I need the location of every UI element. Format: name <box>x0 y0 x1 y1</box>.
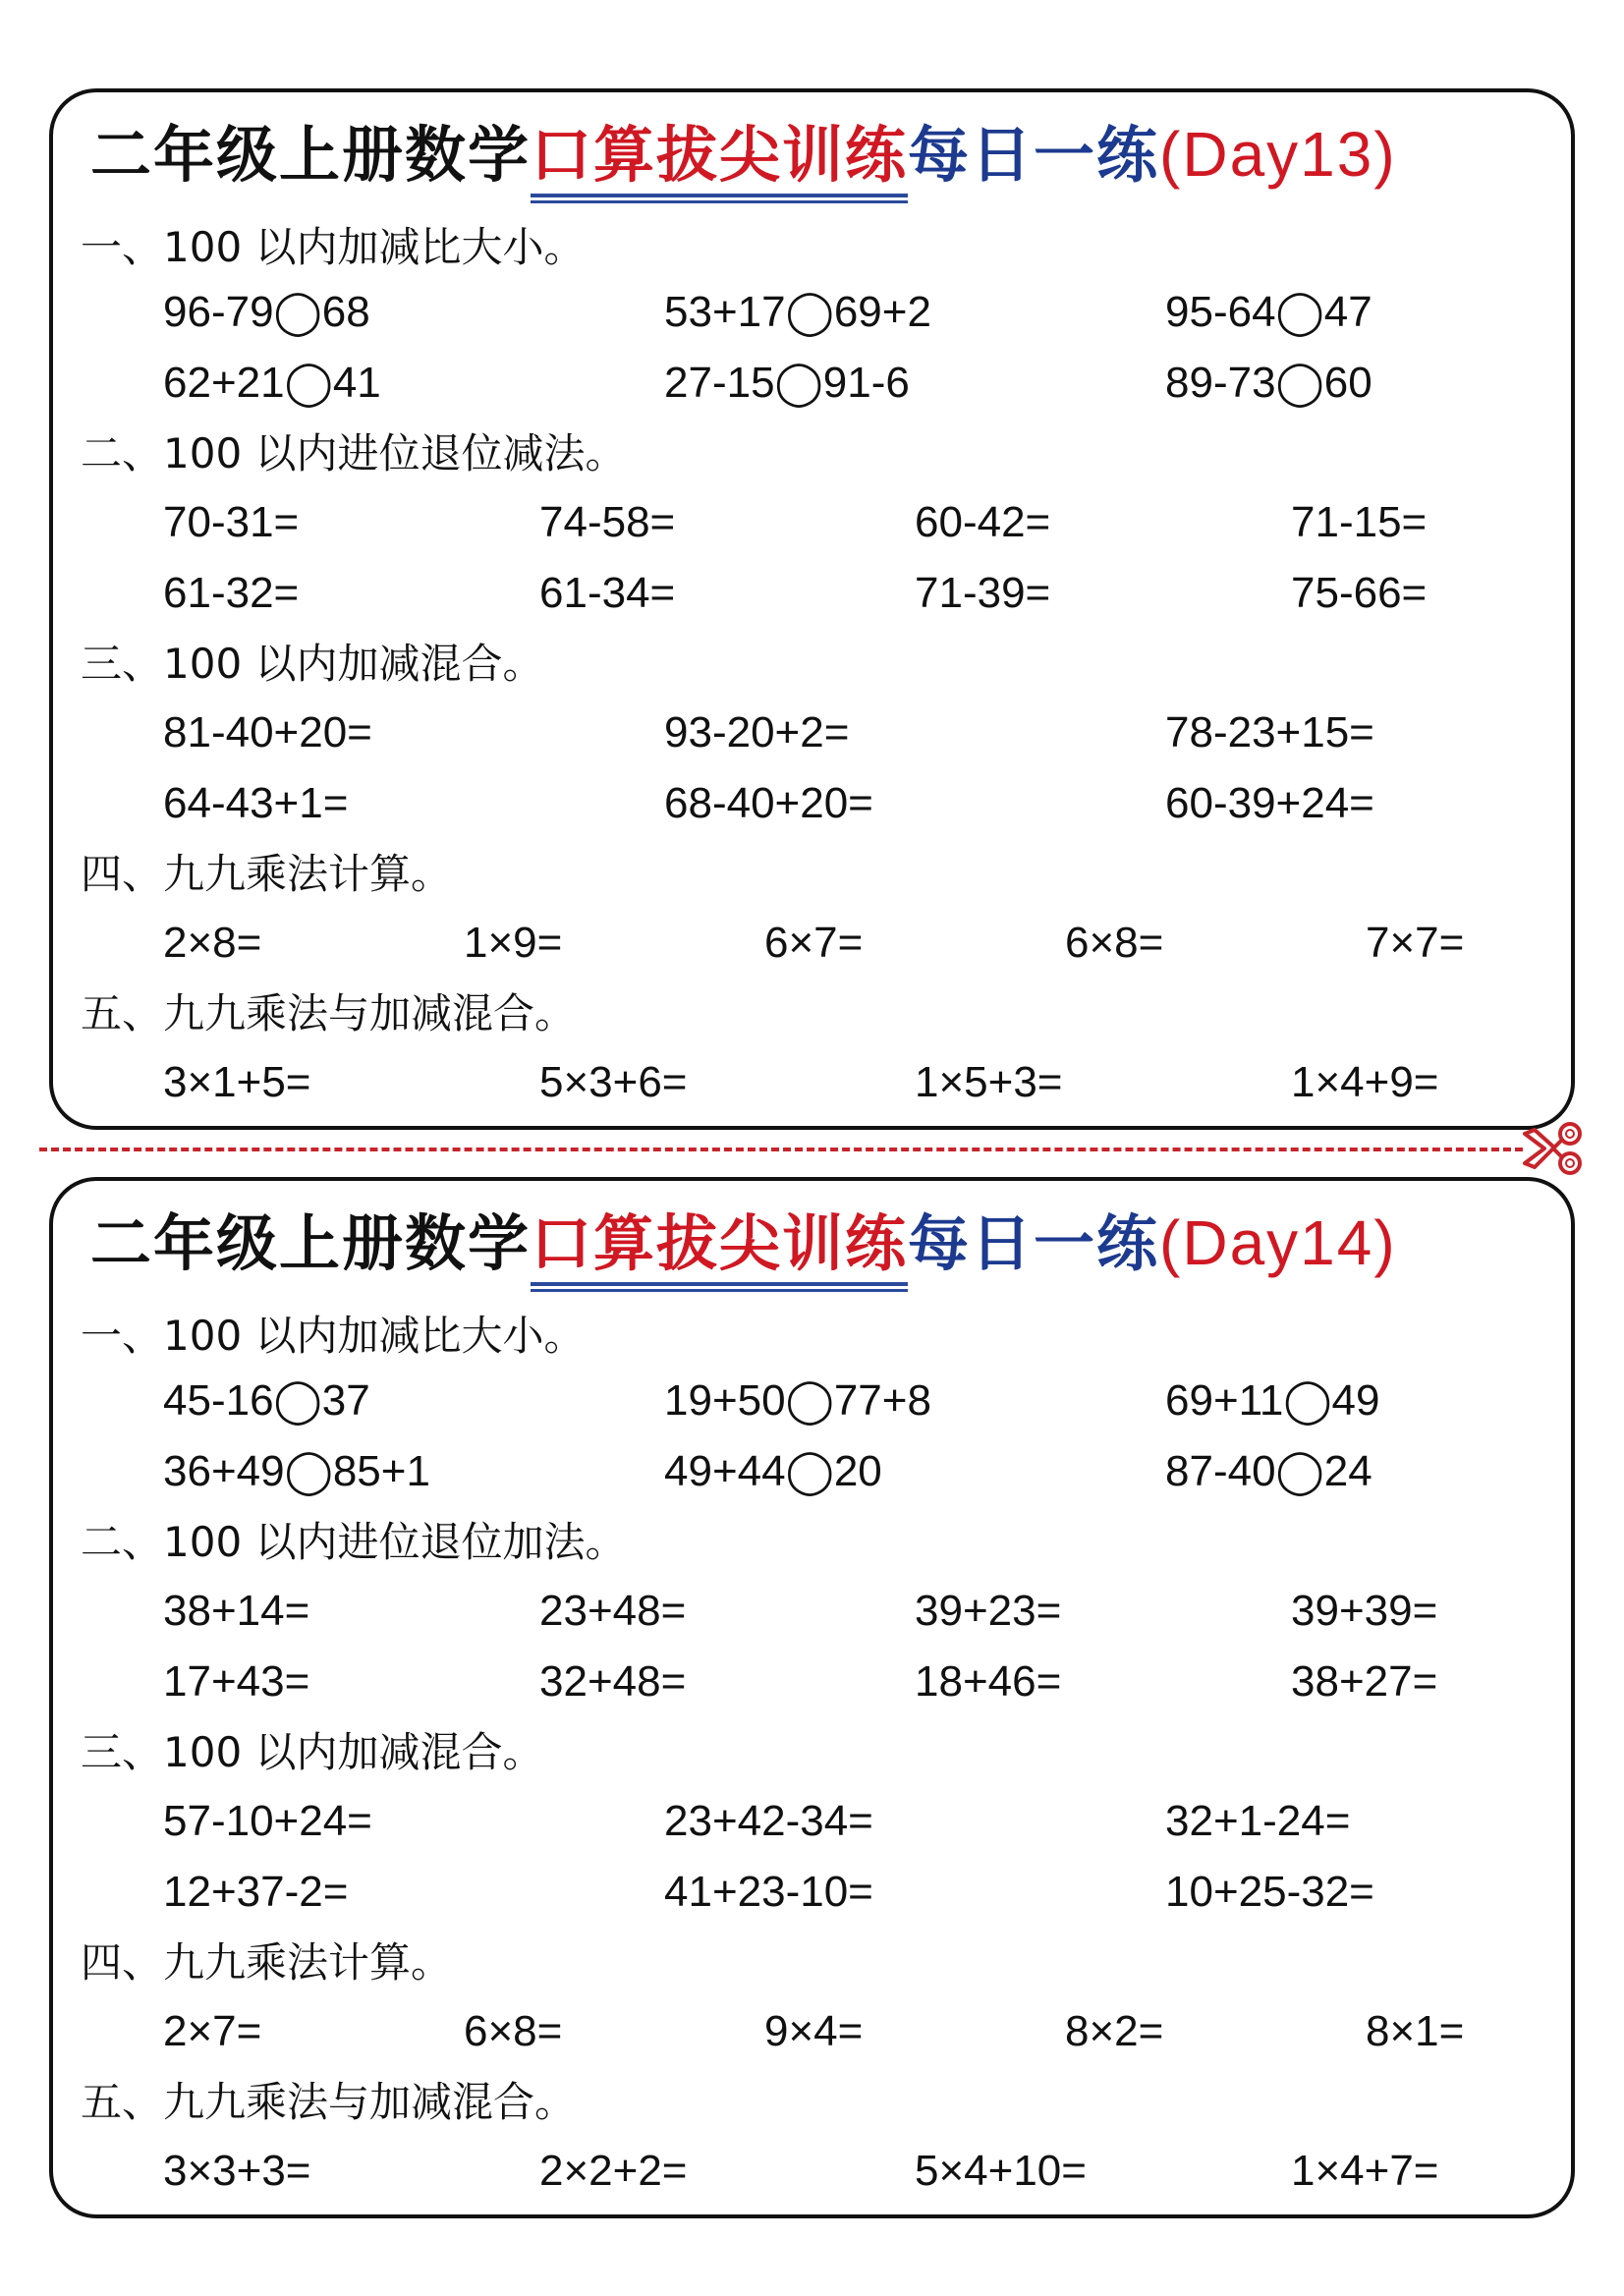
title-training <box>531 111 908 199</box>
problem: 69+11◯49 <box>1165 1376 1380 1425</box>
section-heading: 五、九九乘法与加减混合。 <box>81 989 577 1037</box>
problem: 45-16◯37 <box>163 1376 370 1425</box>
problem: 5×3+6= <box>539 1058 688 1106</box>
title-day-number: (Day14) <box>1159 1207 1397 1278</box>
problem: 71-15= <box>1291 498 1428 546</box>
title-training <box>531 1200 908 1288</box>
problem: 17+43= <box>163 1657 310 1706</box>
problem: 53+17◯69+2 <box>664 288 931 336</box>
problem: 93-20+2= <box>664 708 850 756</box>
section-heading: 五、九九乘法与加减混合。 <box>81 2078 577 2126</box>
section-heading: 三、100 以内加减混合。 <box>81 640 544 688</box>
problem-row <box>53 285 1571 340</box>
problem: 60-39+24= <box>1165 779 1374 827</box>
problem-row <box>53 1584 1571 1639</box>
cut-line-divider <box>39 1148 1523 1151</box>
problem-row <box>53 1444 1571 1499</box>
title-training-text: 口算拔尖训练 <box>531 1207 909 1279</box>
problem: 39+39= <box>1291 1587 1438 1635</box>
problem: 71-39= <box>915 569 1051 617</box>
problem: 19+50◯77+8 <box>664 1376 931 1425</box>
problem: 7×7= <box>1366 919 1465 967</box>
problem: 32+48= <box>539 1657 687 1706</box>
title-daily: 每日一练 <box>908 119 1160 191</box>
problem: 87-40◯24 <box>1165 1447 1372 1495</box>
problem-row <box>53 705 1571 760</box>
problem-row <box>53 1654 1571 1709</box>
problem-row <box>53 356 1571 411</box>
problem: 49+44◯20 <box>664 1447 882 1495</box>
problem: 81-40+20= <box>163 708 372 756</box>
problem: 2×8= <box>163 919 262 967</box>
problem: 38+14= <box>163 1587 310 1635</box>
problem: 2×7= <box>163 2007 262 2055</box>
title-double-underline <box>531 1282 908 1292</box>
problem: 62+21◯41 <box>163 359 381 407</box>
section-heading: 四、九九乘法计算。 <box>81 1938 453 1987</box>
problem-row <box>53 776 1571 831</box>
problem: 74-58= <box>539 498 676 546</box>
problem: 36+49◯85+1 <box>163 1447 430 1495</box>
problem: 18+46= <box>915 1657 1062 1706</box>
section-heading: 四、九九乘法计算。 <box>81 850 453 898</box>
problem: 96-79◯68 <box>163 288 370 336</box>
section-heading: 一、100 以内加减比大小。 <box>81 1312 586 1360</box>
problem: 78-23+15= <box>1165 708 1374 756</box>
problem: 6×7= <box>764 919 864 967</box>
problem: 95-64◯47 <box>1165 288 1372 336</box>
problem-row <box>53 916 1571 971</box>
problem: 1×9= <box>464 919 563 967</box>
problem: 39+23= <box>915 1587 1062 1635</box>
problem-row <box>53 1055 1571 1110</box>
problem: 10+25-32= <box>1165 1868 1374 1916</box>
title-day-number: (Day13) <box>1159 119 1397 190</box>
problem: 23+48= <box>539 1587 687 1635</box>
problem: 6×8= <box>464 2007 563 2055</box>
problem-row <box>53 1373 1571 1428</box>
problem: 1×4+7= <box>1291 2147 1439 2195</box>
problem: 3×1+5= <box>163 1058 311 1106</box>
problem: 32+1-24= <box>1165 1797 1351 1845</box>
problem: 60-42= <box>915 498 1051 546</box>
problem: 3×3+3= <box>163 2147 311 2195</box>
problem: 8×1= <box>1366 2007 1465 2055</box>
problem: 38+27= <box>1291 1657 1438 1706</box>
problem: 2×2+2= <box>539 2147 688 2195</box>
problem: 68-40+20= <box>664 779 873 827</box>
problem-row <box>53 2004 1571 2059</box>
problem-row <box>53 1865 1571 1920</box>
problem: 8×2= <box>1065 2007 1164 2055</box>
problem: 6×8= <box>1065 919 1164 967</box>
title-grade: 二年级上册数学 <box>90 1207 532 1279</box>
problem: 9×4= <box>764 2007 864 2055</box>
problem-row <box>53 495 1571 550</box>
problem-row <box>53 566 1571 621</box>
problem: 5×4+10= <box>915 2147 1087 2195</box>
worksheet-card-day14 <box>49 1177 1575 2218</box>
problem-row <box>53 1794 1571 1849</box>
worksheet-title <box>90 1199 1397 1287</box>
title-daily: 每日一练 <box>908 1207 1160 1279</box>
section-heading: 二、100 以内进位退位减法。 <box>81 429 627 477</box>
problem: 41+23-10= <box>664 1868 873 1916</box>
title-grade: 二年级上册数学 <box>90 119 532 191</box>
section-heading: 三、100 以内加减混合。 <box>81 1728 544 1776</box>
problem: 89-73◯60 <box>1165 359 1372 407</box>
problem: 12+37-2= <box>163 1868 349 1916</box>
problem: 64-43+1= <box>163 779 349 827</box>
problem: 27-15◯91-6 <box>664 359 910 407</box>
problem: 75-66= <box>1291 569 1428 617</box>
section-heading: 一、100 以内加减比大小。 <box>81 223 586 271</box>
problem: 70-31= <box>163 498 300 546</box>
title-double-underline <box>531 194 908 203</box>
section-heading: 二、100 以内进位退位加法。 <box>81 1518 627 1566</box>
problem: 1×5+3= <box>915 1058 1063 1106</box>
problem: 61-34= <box>539 569 676 617</box>
scissors-icon <box>1521 1120 1590 1179</box>
problem: 1×4+9= <box>1291 1058 1439 1106</box>
worksheet-title <box>90 110 1397 198</box>
problem: 57-10+24= <box>163 1797 372 1845</box>
problem: 61-32= <box>163 569 300 617</box>
problem: 23+42-34= <box>664 1797 873 1845</box>
worksheet-card-day13 <box>49 88 1575 1130</box>
problem-row <box>53 2144 1571 2199</box>
title-training-text: 口算拔尖训练 <box>531 119 909 191</box>
